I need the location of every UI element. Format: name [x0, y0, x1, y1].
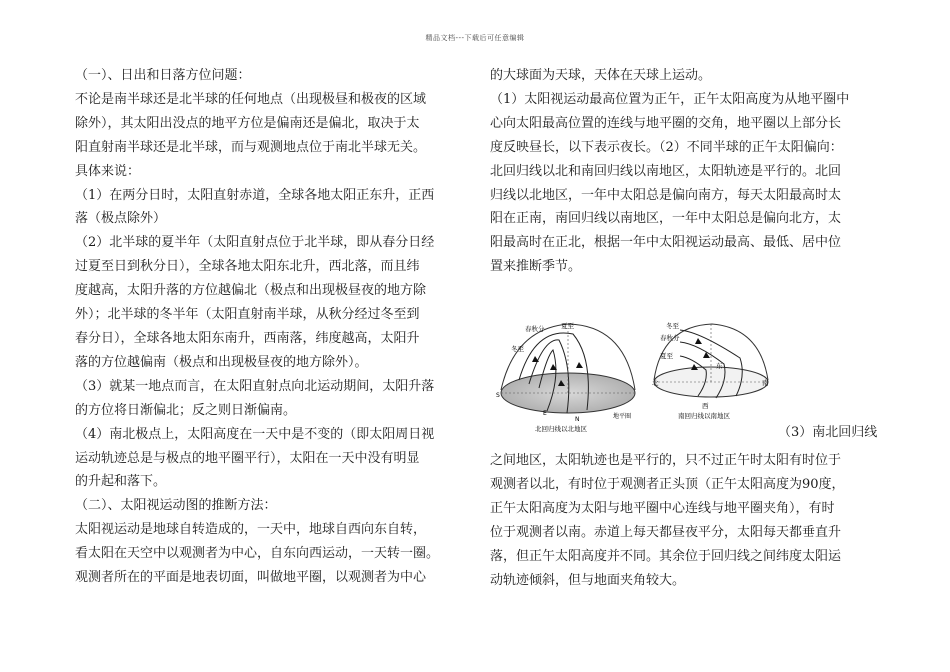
text-line: 阳在正南，南回归线以南地区，一年中太阳总是偏向北方，太: [490, 211, 842, 227]
text-line: 动轨迹倾斜，但与地面夹角较大。: [490, 572, 686, 588]
diagram-label: 北: [652, 379, 659, 387]
diagram-label: 夏至: [660, 352, 673, 360]
text-line: 观测者以北，有时位于观测者正头顶（正午太阳高度为90度，: [490, 476, 845, 492]
text-line: 之间地区，太阳轨迹也是平行的，只不过正午时太阳有时位于: [490, 453, 842, 468]
diagram-label: 冬至: [511, 345, 524, 353]
diagram-label: 南: [762, 379, 769, 387]
diagram-label: 南回归线以南地区: [678, 412, 730, 420]
section-3-caption: （3）南北回归线: [778, 425, 878, 440]
page-header: 精品文档---下载后可任意编辑: [425, 34, 525, 42]
diagram-label: 东: [716, 362, 723, 370]
diagram-label: E: [543, 410, 547, 417]
text-line: 不论是南半球还是北半球的任何地点（出现极昼和极夜的区域: [75, 91, 427, 107]
text-line: 过夏至日到秋分日），全球各地太阳东北升，西北落，而且纬: [75, 259, 420, 275]
text-line: 度反映昼长，以下表示夜长。（2）不同半球的正午太阳偏向：: [490, 139, 843, 155]
text-line: 北回归线以北和南回归线以南地区，太阳轨迹是平行的。北回: [490, 163, 842, 179]
diagram-label: S: [496, 392, 500, 399]
text-line: （一）、日出和日落方位问题：: [75, 68, 251, 83]
text-line: 运动轨迹总是与极点的地平圈平行），太阳在一天中没有明显: [75, 450, 420, 466]
diagram-label: 夏至: [561, 322, 574, 330]
text-line: 的升起和落下。: [75, 474, 167, 490]
text-line: （4）南北极点上，太阳高度在一天中是不变的（即太阳周日视: [75, 426, 435, 442]
text-line: 落的方位越偏南（极点和出现极昼夜的地方除外）。: [75, 354, 368, 370]
text-line: （1）太阳视运动最高位置为正午，正午太阳高度为从地平圈中: [490, 91, 850, 107]
text-line: 归线以北地区，一年中太阳总是偏向南方，每天太阳最高时太: [490, 187, 842, 203]
text-line: 具体来说：: [75, 163, 141, 179]
diagram-label: 春秋分: [660, 334, 680, 342]
text-line: 置来推断季节。: [490, 259, 582, 275]
text-line: 看太阳在天空中以观测者为中心，自东向西运动，一天转一圈。: [75, 546, 440, 562]
left-column: [75, 64, 470, 590]
text-line: 位于观测者以南。赤道上每天都昼夜平分，太阳每天都垂直升: [490, 524, 842, 540]
text-line: （2）北半球的夏半年（太阳直射点位于北半球，即从春分日经: [75, 235, 435, 251]
text-line: 外）；北半球的冬半年（太阳直射南半球，从秋分经过冬至到: [75, 307, 420, 323]
right-column-top: [490, 64, 885, 279]
text-line: 心向太阳最高位置的连线与地平圈的交角，地平圈以上部分长: [490, 115, 842, 131]
diagram-label: 冬至: [666, 322, 679, 330]
diagram-label: N: [575, 416, 580, 423]
text-line: 太阳视运动是地球自转造成的，一天中，地球自西向东自转，: [75, 522, 427, 538]
text-line: 落（极点除外）: [75, 211, 167, 227]
text-line: 阳最高时在正北，根据一年中太阳视运动最高、最低、居中位: [490, 235, 842, 251]
right-column-bottom: [490, 449, 885, 592]
diagram-label: 地平圈: [613, 413, 632, 420]
text-line: 的大球面为天球，天体在天球上运动。: [490, 68, 712, 83]
text-line: （3）就某一地点而言，在太阳直射点向北运动期间，太阳升落: [75, 378, 435, 394]
text-line: 阳直射南半球还是北半球，而与观测地点位于南北半球无关。: [75, 139, 427, 155]
text-line: 度越高，太阳升落的方位越偏北（极点和出现极昼夜的地方除: [75, 283, 427, 299]
text-line: 观测者所在的平面是地表切面，叫做地平圈，以观测者为中心: [75, 570, 427, 586]
text-line: （二）、太阳视运动图的推断方法：: [75, 498, 277, 514]
sun-path-diagram-north: [495, 318, 645, 436]
text-line: （1）在两分日时，太阳直射赤道，全球各地太阳正东升，正西: [75, 187, 435, 203]
sun-path-diagram-south: [640, 318, 780, 428]
text-line: 春分日），全球各地太阳东南升，西南落，纬度越高，太阳升: [75, 330, 420, 346]
diagram-label: 春秋分: [525, 325, 545, 333]
diagram-label: 北回归线以北地区: [535, 425, 587, 433]
text-line: 除外），其太阳出没点的地平方位是偏南还是偏北，取决于太: [75, 115, 420, 131]
text-line: 正午太阳高度为太阳与地平圈中心连线与地平圈夹角），有时: [490, 500, 835, 516]
text-line: 的方位将日渐偏北；反之则日渐偏南。: [75, 402, 297, 418]
diagram-label: 西: [702, 402, 709, 410]
text-line: 落，但正午太阳高度并不同。其余位于回归线之间纬度太阳运: [490, 548, 842, 564]
